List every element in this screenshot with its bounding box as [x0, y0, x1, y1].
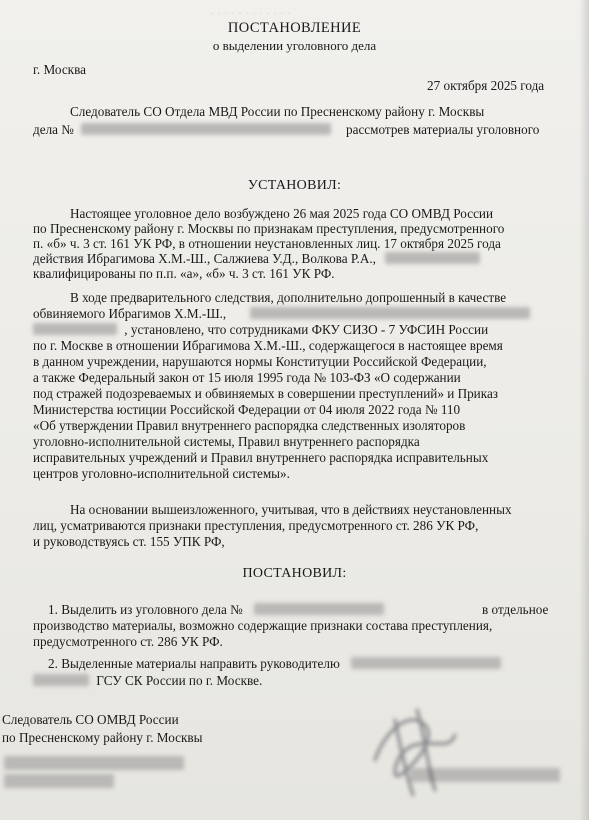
redacted-case-number: [81, 123, 331, 135]
heading-established: УСТАНОВИЛ:: [247, 178, 342, 193]
redacted-recipient: [351, 657, 501, 669]
p2-line-3-text: , установлено, что сотрудниками ФКУ СИЗО - 7 УФСИН России: [124, 322, 489, 337]
p2-line-6: а также Федеральный закон от 15 июля 1995 года № 103-ФЗ «О содержании: [33, 370, 461, 385]
signature-role-line-2: по Пресненскому району г. Москвы: [2, 730, 203, 745]
p2-line-4: по г. Москве в отношении Ибрагимова Х.М.-Ш., содержащегося в настоящее время: [33, 338, 503, 353]
redacted-rank: [4, 756, 184, 770]
item-2-line-2: [33, 673, 262, 689]
p2-line-2: [33, 306, 530, 322]
redacted-case-number-2: [254, 603, 384, 615]
document-date: 27 октября 2025 года: [427, 78, 545, 93]
item-1-line-2: производство материалы, возможно содержащие признаки состава преступления,: [33, 618, 493, 633]
bleed-through-text: · · · · · · · · · · · ·: [210, 6, 291, 20]
redacted-details-2: [33, 323, 117, 335]
item-2-text: 2. Выделенные материалы направить руководителю: [48, 656, 340, 671]
document-subtitle: о выделении уголовного дела: [212, 38, 377, 53]
item-1-line-1: [48, 602, 384, 618]
p2-line-1: В ходе предварительного следствия, дополнительно допрошенный в качестве: [70, 290, 507, 305]
signature-role-line-1: Следователь СО ОМВД России: [2, 712, 179, 727]
item-2-line-2-text: ГСУ СК России по г. Москве.: [96, 673, 263, 688]
heading-resolved: ПОСТАНОВИЛ:: [242, 566, 347, 581]
intro-line-1: Следователь СО Отдела МВД России по Пресненскому району г. Москвы: [70, 104, 485, 119]
signature-image: [355, 690, 465, 810]
redacted-details: [250, 307, 530, 319]
p2-line-3: [33, 322, 488, 338]
p1-line-4: [33, 251, 480, 267]
p3-line-2: лиц, усматриваются признаки преступления, предусмотренного ст. 286 УК РФ,: [33, 518, 479, 533]
p2-line-2-text: обвиняемого Ибрагимов Х.М.-Ш.,: [33, 306, 227, 321]
redacted-rank-2: [4, 774, 114, 788]
p2-line-10: уголовно-исполнительной системы, Правил внутреннего распорядка: [33, 434, 420, 449]
intro-line-2: [33, 122, 560, 138]
p2-line-12: центров уголовно-исполнительной системы».: [33, 466, 290, 481]
p1-line-2: по Пресненскому району г. Москвы по признакам преступления, предусмотренного: [33, 221, 505, 236]
intro-line-2-start: дела №: [33, 122, 74, 137]
item-1-line-3: предусмотренного ст. 286 УК РФ.: [33, 634, 223, 649]
p2-line-11: исправительных учреждений и Правил внутреннего распорядка исправительных: [33, 450, 489, 465]
intro-line-2-end: рассмотрев материалы уголовного: [346, 122, 540, 137]
redacted-recipient-2: [33, 674, 89, 686]
page-edge-shadow: [579, 0, 589, 820]
item-1-start: 1. Выделить из уголовного дела №: [48, 602, 243, 617]
document-title: ПОСТАНОВЛЕНИЕ: [227, 20, 362, 36]
p2-line-9: «Об утверждении Правил внутреннего распорядка следственных изоляторов: [33, 418, 466, 433]
p2-line-8: Министерства юстиции Российской Федерации от 04 июля 2022 года № 110: [33, 402, 461, 417]
p1-line-5: квалифицированы по п.п. «а», «б» ч. 3 ст. 161 УК РФ.: [33, 266, 335, 281]
p2-line-5: в данном учреждении, нарушаются нормы Конституции Российской Федерации,: [33, 354, 487, 369]
p3-line-1: На основании вышеизложенного, учитывая, что в действиях неустановленных: [70, 502, 512, 517]
p1-line-4-text: действия Ибрагимова Х.М.-Ш., Салжиева У.Д., Волкова Р.А.,: [33, 251, 376, 266]
redacted-name: [385, 252, 480, 264]
p2-line-7: под стражей подозреваемых и обвиняемых в совершении преступлений» и Приказ: [33, 386, 499, 401]
p3-line-3: и руководствуясь ст. 155 УПК РФ,: [33, 534, 225, 549]
item-1-end: в отдельное: [482, 602, 549, 617]
item-2-line-1: [48, 656, 501, 672]
p1-line-1: Настоящее уголовное дело возбуждено 26 мая 2025 года СО ОМВД России: [70, 206, 494, 221]
p1-line-3: п. «б» ч. 3 ст. 161 УК РФ, в отношении неустановленных лиц. 17 октября 2025 года: [33, 236, 501, 251]
city: г. Москва: [33, 62, 86, 77]
